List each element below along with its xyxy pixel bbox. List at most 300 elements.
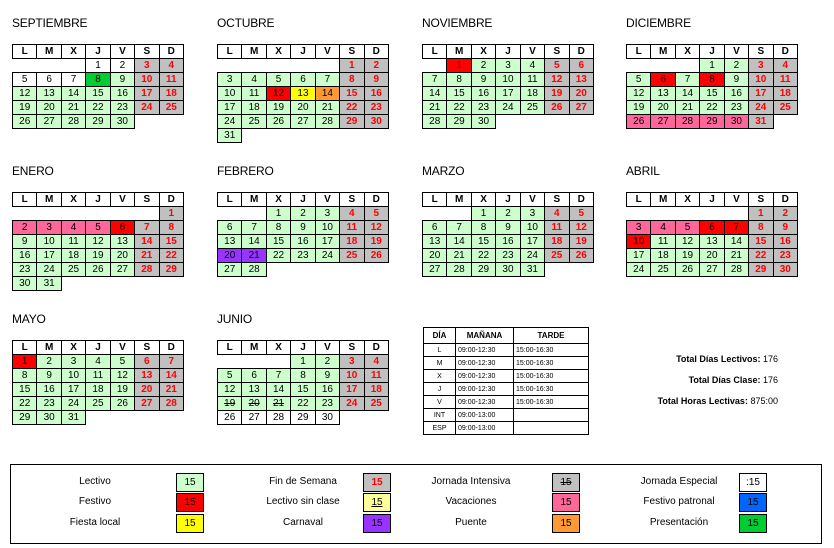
weekday-header: J: [291, 341, 315, 355]
weekday-header: V: [724, 193, 748, 207]
day-cell: 8: [700, 73, 724, 87]
day-cell: 8: [340, 73, 364, 87]
total-horas-lectivas-value: 875:00: [750, 396, 778, 406]
day-cell: 11: [159, 73, 183, 87]
day-cell: 21: [135, 249, 159, 263]
day-cell: [364, 411, 388, 425]
day-cell: 30: [773, 263, 797, 277]
schedule-cell: 09:00-12:30: [456, 344, 514, 357]
day-cell: [135, 115, 159, 129]
weekday-header: V: [315, 341, 339, 355]
day-cell: 24: [315, 249, 339, 263]
day-cell: 23: [110, 101, 134, 115]
weekday-header: S: [135, 193, 159, 207]
weekday-header: L: [423, 193, 447, 207]
day-cell: [110, 411, 134, 425]
day-cell: [520, 115, 544, 129]
day-cell: 29: [13, 411, 37, 425]
day-cell: 21: [675, 101, 699, 115]
weekday-header: M: [37, 45, 61, 59]
day-cell: 6: [110, 221, 134, 235]
day-cell: 27: [37, 115, 61, 129]
day-cell: 4: [61, 221, 85, 235]
day-cell: 21: [447, 249, 471, 263]
legend-swatch: 15: [552, 493, 580, 512]
day-cell: 28: [724, 263, 748, 277]
legend-label: Presentación: [649, 517, 709, 528]
day-cell: 28: [423, 115, 447, 129]
day-cell: [724, 207, 748, 221]
day-cell: 5: [13, 73, 37, 87]
day-cell: [37, 59, 61, 73]
day-cell: 27: [242, 411, 266, 425]
day-cell: 17: [218, 101, 242, 115]
schedule-row: [424, 344, 589, 357]
legend-swatch: 15: [739, 514, 767, 533]
day-cell: [86, 277, 110, 291]
day-cell: 14: [724, 235, 748, 249]
month-title: ENERO: [12, 164, 54, 178]
day-cell: 9: [110, 73, 134, 87]
day-cell: 1: [13, 355, 37, 369]
day-cell: 16: [315, 383, 339, 397]
day-cell: 16: [37, 383, 61, 397]
weekday-header: J: [700, 45, 724, 59]
day-cell: 28: [242, 263, 266, 277]
day-cell: 22: [291, 397, 315, 411]
weekday-header: S: [749, 193, 773, 207]
day-cell: 11: [651, 235, 675, 249]
day-cell: 19: [545, 87, 569, 101]
day-cell: 16: [13, 249, 37, 263]
weekday-header: J: [700, 193, 724, 207]
day-cell: 16: [364, 87, 388, 101]
schedule-row: [424, 422, 589, 435]
day-cell: 29: [159, 263, 183, 277]
day-cell: 9: [496, 221, 520, 235]
day-cell: 14: [447, 235, 471, 249]
day-cell: 20: [110, 249, 134, 263]
day-cell: 14: [315, 87, 339, 101]
day-cell: 25: [61, 263, 85, 277]
day-cell: 29: [291, 411, 315, 425]
day-cell: 26: [266, 115, 290, 129]
day-cell: 23: [364, 101, 388, 115]
day-cell: [569, 263, 593, 277]
day-cell: 16: [110, 87, 134, 101]
day-cell: 5: [675, 221, 699, 235]
weekday-header: X: [61, 45, 85, 59]
day-cell: 21: [423, 101, 447, 115]
legend-label: Festivo: [78, 496, 112, 507]
day-cell: 10: [627, 235, 651, 249]
legend-swatch: :15: [739, 473, 767, 492]
weekday-header: J: [291, 193, 315, 207]
day-cell: 29: [749, 263, 773, 277]
day-cell: 14: [61, 87, 85, 101]
day-cell: 4: [773, 59, 797, 73]
weekday-header: L: [423, 45, 447, 59]
day-cell: 4: [545, 207, 569, 221]
day-cell: [266, 355, 290, 369]
day-cell: 8: [13, 369, 37, 383]
month-title: DICIEMBRE: [626, 16, 691, 30]
totals-panel: [658, 349, 778, 412]
day-cell: 18: [86, 383, 110, 397]
day-cell: 18: [364, 383, 388, 397]
day-cell: 12: [569, 221, 593, 235]
day-cell: 15: [86, 87, 110, 101]
day-cell: 18: [545, 235, 569, 249]
day-cell: 2: [291, 207, 315, 221]
weekday-header: V: [110, 45, 134, 59]
day-cell: 13: [37, 87, 61, 101]
day-cell: 17: [627, 249, 651, 263]
day-cell: 2: [364, 59, 388, 73]
day-cell: 6: [218, 221, 242, 235]
day-cell: 2: [471, 59, 495, 73]
legend-swatch: 15: [176, 473, 204, 492]
day-cell: 15: [471, 235, 495, 249]
month-grid: [217, 340, 389, 425]
day-cell: [773, 115, 797, 129]
day-cell: 10: [218, 87, 242, 101]
month-title: MAYO: [12, 312, 46, 326]
day-cell: 26: [13, 115, 37, 129]
weekday-header: M: [242, 341, 266, 355]
day-cell: 27: [651, 115, 675, 129]
day-cell: [340, 263, 364, 277]
schedule-cell: 15:00-16:30: [514, 357, 589, 370]
legend-label: Vacaciones: [445, 496, 497, 507]
weekday-header: X: [266, 341, 290, 355]
day-cell: 14: [135, 235, 159, 249]
day-cell: 7: [724, 221, 748, 235]
weekday-header: M: [447, 45, 471, 59]
day-cell: [159, 115, 183, 129]
day-cell: 25: [545, 249, 569, 263]
day-cell: 19: [13, 101, 37, 115]
day-cell: 26: [218, 411, 242, 425]
day-cell: 21: [315, 101, 339, 115]
day-cell: [218, 59, 242, 73]
day-cell: 20: [291, 101, 315, 115]
day-cell: 2: [37, 355, 61, 369]
month-grid: [626, 192, 798, 277]
day-cell: 22: [86, 101, 110, 115]
day-cell: 5: [364, 207, 388, 221]
day-cell: 3: [61, 355, 85, 369]
day-cell: 23: [773, 249, 797, 263]
day-cell: 14: [266, 383, 290, 397]
day-cell: [135, 207, 159, 221]
day-cell: [315, 59, 339, 73]
schedule-row: [424, 357, 589, 370]
legend-label: Lectivo sin clase: [266, 496, 340, 507]
day-cell: [61, 59, 85, 73]
day-cell: 17: [496, 87, 520, 101]
schedule-cell: L: [424, 344, 456, 357]
day-cell: 4: [242, 73, 266, 87]
day-cell: [242, 355, 266, 369]
day-cell: 5: [110, 355, 134, 369]
day-cell: 15: [749, 235, 773, 249]
weekday-header: X: [471, 45, 495, 59]
day-cell: 14: [675, 87, 699, 101]
legend-label: Fiesta local: [69, 517, 121, 528]
schedule-cell: [514, 409, 589, 422]
day-cell: 1: [266, 207, 290, 221]
weekday-header: S: [340, 193, 364, 207]
schedule-cell: INT: [424, 409, 456, 422]
day-cell: 2: [110, 59, 134, 73]
month-grid: [626, 44, 798, 129]
month-title: SEPTIEMBRE: [12, 16, 88, 30]
day-cell: 10: [520, 221, 544, 235]
weekday-header: X: [61, 193, 85, 207]
day-cell: 2: [773, 207, 797, 221]
schedule-cell: X: [424, 370, 456, 383]
day-cell: 26: [545, 101, 569, 115]
day-cell: 23: [37, 397, 61, 411]
schedule-header: MAÑANA: [456, 328, 514, 344]
schedule-row: [424, 383, 589, 396]
day-cell: 1: [749, 207, 773, 221]
day-cell: 10: [496, 73, 520, 87]
schedule-cell: 09:00-12:30: [456, 357, 514, 370]
day-cell: 11: [242, 87, 266, 101]
day-cell: 10: [37, 235, 61, 249]
day-cell: 3: [520, 207, 544, 221]
day-cell: 19: [110, 383, 134, 397]
weekday-header: D: [364, 45, 388, 59]
day-cell: 24: [37, 263, 61, 277]
weekday-header: J: [496, 45, 520, 59]
weekday-header: L: [627, 45, 651, 59]
day-cell: 31: [749, 115, 773, 129]
day-cell: 26: [627, 115, 651, 129]
day-cell: [315, 263, 339, 277]
weekday-header: S: [545, 193, 569, 207]
day-cell: 16: [291, 235, 315, 249]
day-cell: 2: [724, 59, 748, 73]
day-cell: 22: [266, 249, 290, 263]
day-cell: 21: [724, 249, 748, 263]
day-cell: 16: [496, 235, 520, 249]
day-cell: 18: [520, 87, 544, 101]
day-cell: 20: [651, 101, 675, 115]
day-cell: [651, 207, 675, 221]
day-cell: 22: [447, 101, 471, 115]
schedule-row: [424, 396, 589, 409]
day-cell: 26: [569, 249, 593, 263]
day-cell: 9: [773, 221, 797, 235]
day-cell: 28: [159, 397, 183, 411]
day-cell: 2: [13, 221, 37, 235]
day-cell: 1: [291, 355, 315, 369]
day-cell: 25: [773, 101, 797, 115]
weekday-header: J: [86, 45, 110, 59]
day-cell: 19: [86, 249, 110, 263]
day-cell: [110, 207, 134, 221]
day-cell: 16: [471, 87, 495, 101]
day-cell: 18: [61, 249, 85, 263]
day-cell: 3: [627, 221, 651, 235]
day-cell: 12: [266, 87, 290, 101]
day-cell: 20: [218, 249, 242, 263]
weekday-header: X: [471, 193, 495, 207]
legend-label: Festivo patronal: [643, 496, 715, 507]
day-cell: 31: [37, 277, 61, 291]
day-cell: 10: [315, 221, 339, 235]
day-cell: 7: [61, 73, 85, 87]
schedule-table: [423, 327, 589, 435]
day-cell: 26: [364, 249, 388, 263]
day-cell: 6: [242, 369, 266, 383]
day-cell: [135, 277, 159, 291]
day-cell: 4: [364, 355, 388, 369]
day-cell: 6: [569, 59, 593, 73]
day-cell: 26: [675, 263, 699, 277]
day-cell: 24: [218, 115, 242, 129]
day-cell: 13: [135, 369, 159, 383]
day-cell: 30: [315, 411, 339, 425]
day-cell: 13: [700, 235, 724, 249]
day-cell: [364, 129, 388, 143]
day-cell: 11: [545, 221, 569, 235]
day-cell: 15: [159, 235, 183, 249]
day-cell: 2: [315, 355, 339, 369]
day-cell: 1: [447, 59, 471, 73]
weekday-header: V: [520, 45, 544, 59]
weekday-header: M: [37, 193, 61, 207]
month-title: OCTUBRE: [217, 16, 275, 30]
weekday-header: D: [364, 193, 388, 207]
weekday-header: M: [242, 193, 266, 207]
day-cell: 30: [37, 411, 61, 425]
day-cell: 8: [447, 73, 471, 87]
weekday-header: D: [159, 45, 183, 59]
weekday-header: M: [651, 45, 675, 59]
day-cell: 14: [242, 235, 266, 249]
day-cell: 21: [159, 383, 183, 397]
day-cell: 17: [135, 87, 159, 101]
legend-label: Puente: [455, 517, 487, 528]
schedule-header: DÍA: [424, 328, 456, 344]
day-cell: 1: [471, 207, 495, 221]
day-cell: 12: [364, 221, 388, 235]
day-cell: 25: [159, 101, 183, 115]
legend-label: Fin de Semana: [269, 476, 337, 487]
weekday-header: X: [266, 45, 290, 59]
day-cell: 25: [340, 249, 364, 263]
weekday-header: L: [13, 193, 37, 207]
day-cell: 27: [423, 263, 447, 277]
day-cell: 25: [651, 263, 675, 277]
day-cell: 1: [340, 59, 364, 73]
day-cell: 27: [110, 263, 134, 277]
month-title: FEBRERO: [217, 164, 274, 178]
day-cell: [266, 263, 290, 277]
day-cell: 9: [724, 73, 748, 87]
day-cell: 6: [700, 221, 724, 235]
day-cell: [242, 207, 266, 221]
day-cell: 26: [86, 263, 110, 277]
day-cell: 6: [291, 73, 315, 87]
schedule-cell: ESP: [424, 422, 456, 435]
day-cell: 5: [86, 221, 110, 235]
day-cell: 29: [340, 115, 364, 129]
day-cell: 7: [135, 221, 159, 235]
day-cell: 18: [340, 235, 364, 249]
weekday-header: V: [315, 45, 339, 59]
day-cell: [86, 207, 110, 221]
day-cell: [218, 207, 242, 221]
day-cell: 1: [159, 207, 183, 221]
weekday-header: D: [773, 193, 797, 207]
month-title: ABRIL: [626, 164, 660, 178]
weekday-header: D: [364, 341, 388, 355]
day-cell: [61, 277, 85, 291]
day-cell: 13: [423, 235, 447, 249]
day-cell: 18: [242, 101, 266, 115]
weekday-header: X: [675, 45, 699, 59]
day-cell: 25: [364, 397, 388, 411]
day-cell: 8: [749, 221, 773, 235]
day-cell: 29: [86, 115, 110, 129]
day-cell: 21: [242, 249, 266, 263]
day-cell: 9: [37, 369, 61, 383]
day-cell: 11: [61, 235, 85, 249]
legend-label: Carnaval: [282, 517, 324, 528]
day-cell: [13, 207, 37, 221]
day-cell: 15: [266, 235, 290, 249]
schedule-row: [424, 409, 589, 422]
day-cell: 7: [447, 221, 471, 235]
day-cell: 29: [447, 115, 471, 129]
day-cell: 13: [651, 87, 675, 101]
total-dias-lectivos-value: 176: [762, 354, 778, 364]
day-cell: 10: [135, 73, 159, 87]
day-cell: 20: [37, 101, 61, 115]
day-cell: 13: [569, 73, 593, 87]
day-cell: 23: [13, 263, 37, 277]
day-cell: [110, 277, 134, 291]
month-grid: [217, 192, 389, 277]
day-cell: 7: [423, 73, 447, 87]
day-cell: 13: [218, 235, 242, 249]
day-cell: 29: [700, 115, 724, 129]
day-cell: 5: [545, 59, 569, 73]
day-cell: [545, 115, 569, 129]
weekday-header: X: [61, 341, 85, 355]
day-cell: [37, 207, 61, 221]
total-dias-clase-value: 176: [762, 375, 778, 385]
day-cell: 24: [520, 249, 544, 263]
day-cell: 22: [700, 101, 724, 115]
day-cell: 7: [159, 355, 183, 369]
day-cell: [159, 277, 183, 291]
day-cell: 12: [13, 87, 37, 101]
legend-label: Lectivo: [79, 476, 111, 487]
day-cell: 7: [242, 221, 266, 235]
day-cell: [315, 129, 339, 143]
weekday-header: V: [315, 193, 339, 207]
day-cell: [291, 129, 315, 143]
day-cell: 23: [291, 249, 315, 263]
day-cell: 25: [86, 397, 110, 411]
schedule-cell: 09:00-12:30: [456, 370, 514, 383]
